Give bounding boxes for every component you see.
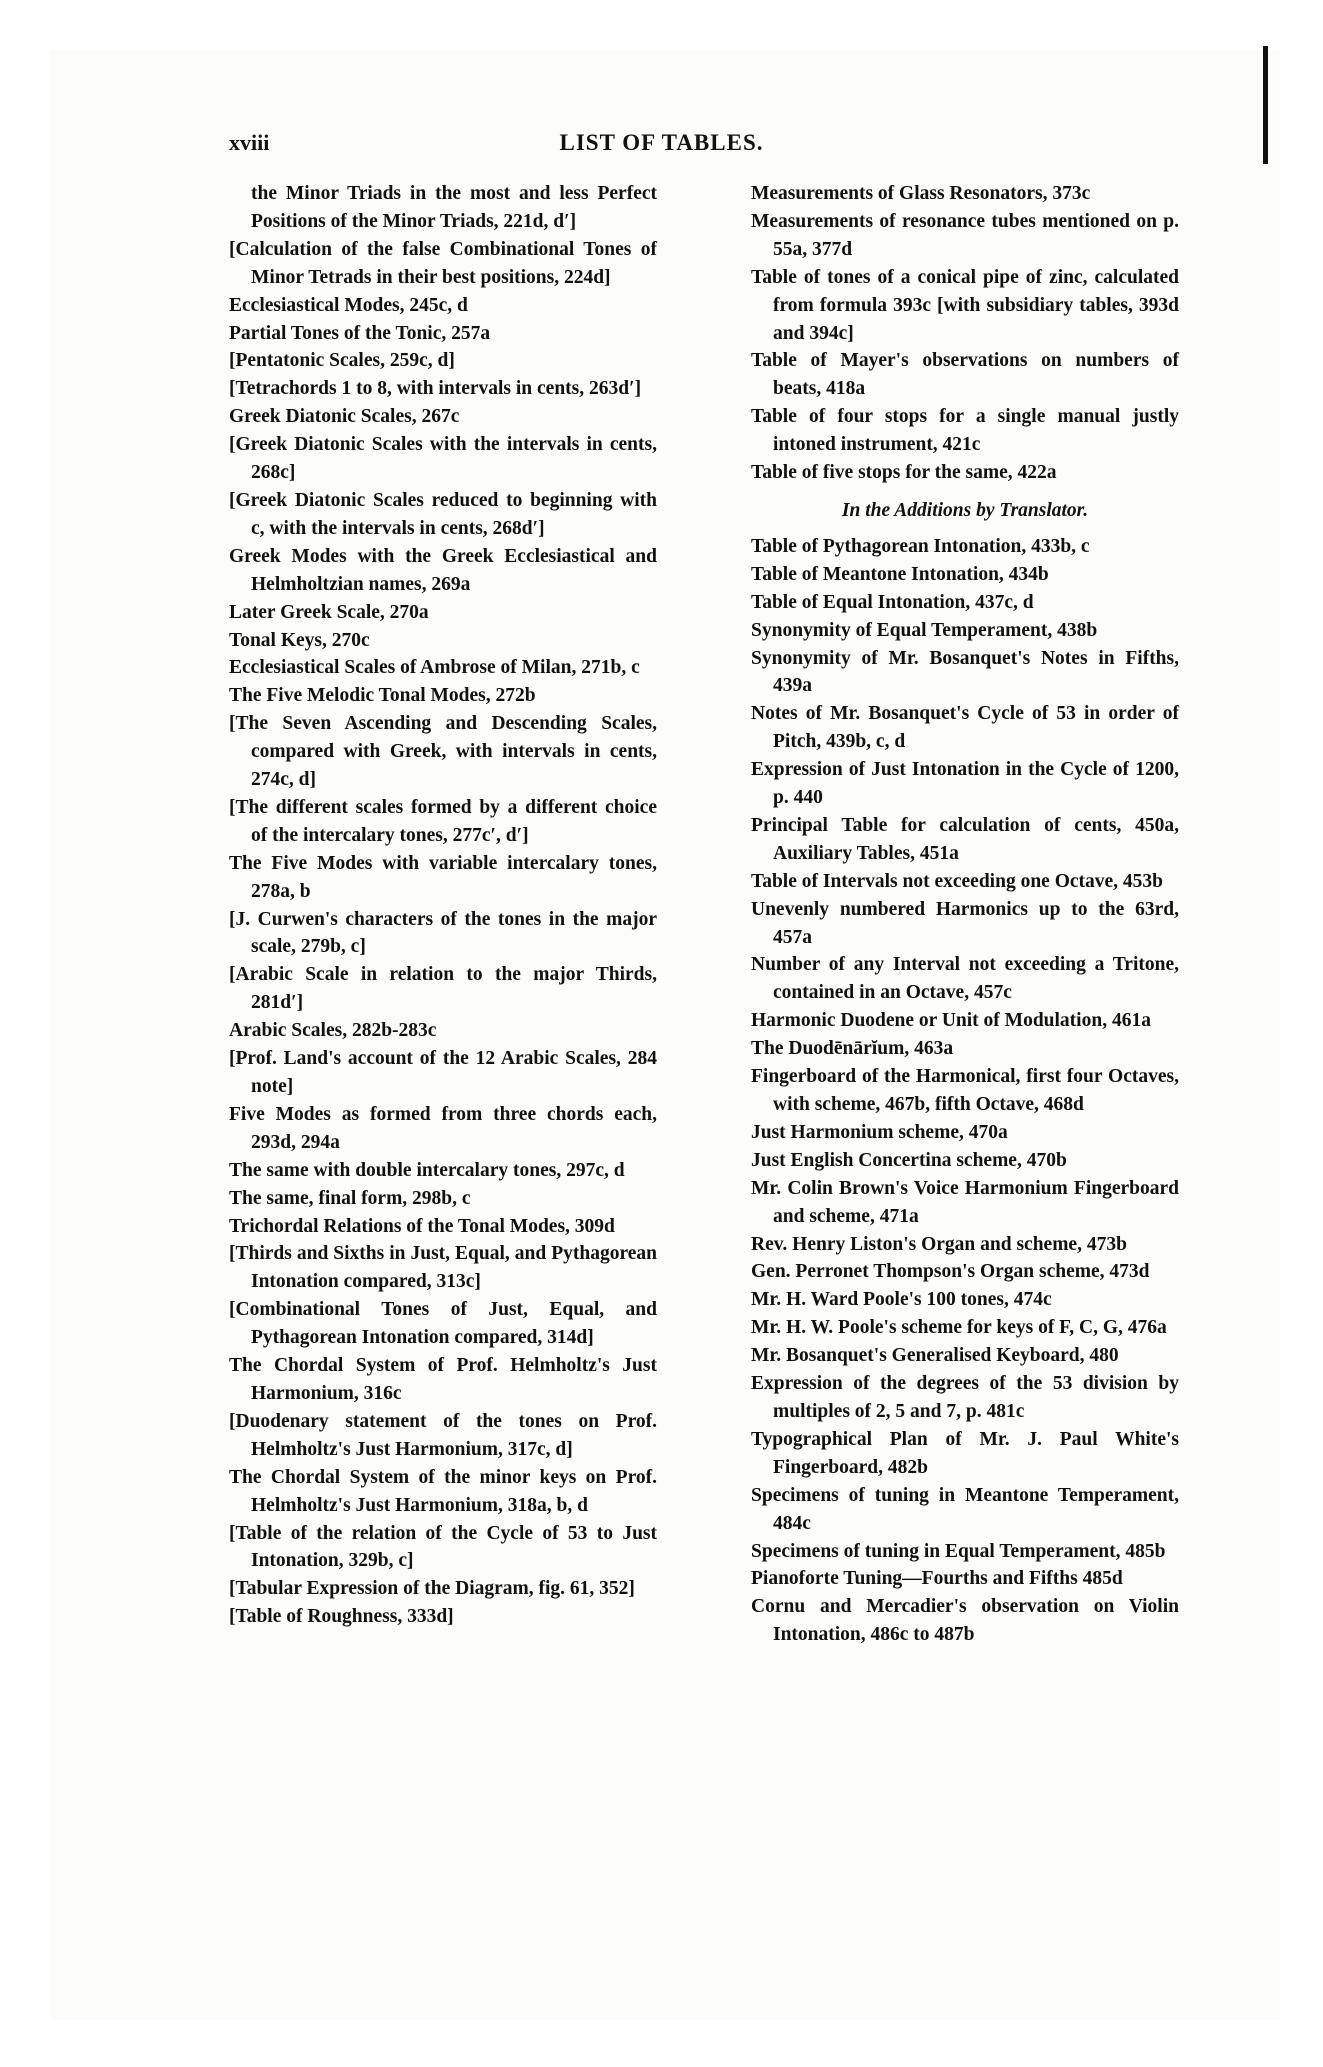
table-entry: Ecclesiastical Scales of Ambrose of Milan, 271b, c xyxy=(229,657,640,679)
table-entry: Greek Diatonic Scales, 267c xyxy=(229,406,460,428)
left-column xyxy=(229,180,657,1631)
table-entry: Table of Intervals not exceeding one Octave, 453b xyxy=(751,870,1164,892)
table-entry: [Pentatonic Scales, 259c, d] xyxy=(229,350,455,372)
table-entry: [Calculation of the false Combinational Tones of Minor Tetrads in their best positions, 224d] xyxy=(229,238,657,288)
table-entry: Pianoforte Tuning—Fourths and Fifths 485d xyxy=(751,1568,1123,1590)
table-entry: Mr. H. W. Poole's scheme for keys of F, C, G, 476a xyxy=(751,1317,1167,1339)
table-entry: Number of any Interval not exceeding a Tritone, contained in an Octave, 457c xyxy=(751,954,1179,1004)
table-entry: Ecclesiastical Modes, 245c, d xyxy=(229,294,468,316)
table-entry: Five Modes as formed from three chords each, 293d, 294a xyxy=(229,1103,657,1153)
table-entry: [Thirds and Sixths in Just, Equal, and Pythagorean Intonation compared, 313c] xyxy=(229,1243,657,1293)
table-entry: Typographical Plan of Mr. J. Paul White's Fingerboard, 482b xyxy=(751,1428,1179,1478)
table-entry: Principal Table for calculation of cents, 450a, Auxiliary Tables, 451a xyxy=(751,814,1179,864)
table-entry: Specimens of tuning in Meantone Temperament, 484c xyxy=(751,1484,1179,1534)
table-entry: [The different scales formed by a different choice of the intercalary tones, 277c′, d′] xyxy=(229,796,657,846)
table-entry: Table of Mayer's observations on numbers of beats, 418a xyxy=(751,350,1179,400)
additions-heading: In the Additions by Translator. xyxy=(841,499,1089,521)
table-entry: The same, final form, 298b, c xyxy=(229,1187,471,1209)
table-entry: The Chordal System of Prof. Helmholtz's Just Harmonium, 316c xyxy=(229,1355,657,1404)
table-entry: [Greek Diatonic Scales with the intervals in cents, 268c] xyxy=(229,434,657,484)
tables-list xyxy=(751,180,1179,487)
table-entry: Table of tones of a conical pipe of zinc, calculated from formula 393c [with subsidiary tables, 393d and 394c] xyxy=(751,266,1179,344)
table-entry: [Duodenary statement of the tones on Prof. Helmholtz's Just Harmonium, 317c, d] xyxy=(229,1410,657,1460)
table-entry: Synonymity of Mr. Bosanquet's Notes in Fifths, 439a xyxy=(751,647,1179,697)
table-entry: [Tetrachords 1 to 8, with intervals in cents, 263d′] xyxy=(229,378,642,400)
table-entry: Synonymity of Equal Temperament, 438b xyxy=(751,619,1098,641)
table-entry: the Minor Triads in the most and less Perfect Positions of the Minor Triads, 221d, d′] xyxy=(251,183,657,232)
table-entry: Specimens of tuning in Equal Temperament, 485b xyxy=(751,1540,1166,1562)
table-entry: Expression of Just Intonation in the Cycle of 1200, p. 440 xyxy=(751,759,1179,809)
table-entry: Mr. H. Ward Poole's 100 tones, 474c xyxy=(751,1289,1052,1311)
table-entry: Gen. Perronet Thompson's Organ scheme, 473d xyxy=(751,1261,1150,1283)
table-entry: Just Harmonium scheme, 470a xyxy=(751,1121,1008,1143)
table-entry: Measurements of resonance tubes mentioned on p. 55a, 377d xyxy=(751,210,1179,260)
table-entry: Greek Modes with the Greek Ecclesiastical and Helmholtzian names, 269a xyxy=(229,545,657,595)
table-entry: The Five Modes with variable intercalary tones, 278a, b xyxy=(229,852,657,902)
table-entry: The Chordal System of the minor keys on Prof. Helmholtz's Just Harmonium, 318a, b, d xyxy=(229,1466,657,1516)
table-entry: Just English Concertina scheme, 470b xyxy=(751,1149,1067,1171)
table-entry: [Arabic Scale in relation to the major Thirds, 281d′] xyxy=(229,964,657,1014)
table-entry: Mr. Colin Brown's Voice Harmonium Fingerboard and scheme, 471a xyxy=(751,1177,1179,1227)
table-entry: Table of four stops for a single manual justly intoned instrument, 421c xyxy=(751,406,1179,456)
table-entry: [The Seven Ascending and Descending Scales, compared with Greek, with intervals in cents, 274c, d] xyxy=(229,713,657,791)
table-entry: Later Greek Scale, 270a xyxy=(229,601,429,623)
table-entry: Cornu and Mercadier's observation on Violin Intonation, 486c to 487b xyxy=(751,1596,1179,1646)
page-number: xviii xyxy=(229,130,270,155)
table-entry: The Five Melodic Tonal Modes, 272b xyxy=(229,685,536,707)
table-entry: Fingerboard of the Harmonical, first four Octaves, with scheme, 467b, fifth Octave, 468d xyxy=(751,1066,1179,1115)
additions-list xyxy=(751,533,1179,1649)
table-entry: Table of Pythagorean Intonation, 433b, c xyxy=(751,535,1090,557)
running-title: LIST OF TABLES. xyxy=(559,130,764,155)
table-entry: [J. Curwen's characters of the tones in the major scale, 279b, c] xyxy=(229,908,657,958)
table-entry: Harmonic Duodene or Unit of Modulation, 461a xyxy=(751,1010,1151,1032)
table-entry: Mr. Bosanquet's Generalised Keyboard, 480 xyxy=(751,1345,1119,1367)
table-entry: The Duodēnārĭum, 463a xyxy=(751,1038,954,1060)
table-entry: Notes of Mr. Bosanquet's Cycle of 53 in order of Pitch, 439b, c, d xyxy=(751,703,1179,753)
table-entry: [Table of the relation of the Cycle of 53 to Just Intonation, 329b, c] xyxy=(229,1522,657,1572)
table-entry: The same with double intercalary tones, 297c, d xyxy=(229,1159,625,1181)
table-entry: Table of five stops for the same, 422a xyxy=(751,462,1057,484)
right-column xyxy=(751,180,1179,1649)
table-entry: [Table of Roughness, 333d] xyxy=(229,1606,454,1628)
table-entry: [Combinational Tones of Just, Equal, and Pythagorean Intonation compared, 314d] xyxy=(229,1299,657,1349)
table-entry: Arabic Scales, 282b-283c xyxy=(229,1020,437,1042)
table-entry: Rev. Henry Liston's Organ and scheme, 473b xyxy=(751,1233,1127,1255)
table-entry: Table of Meantone Intonation, 434b xyxy=(751,563,1049,585)
table-entry: [Greek Diatonic Scales reduced to beginning with c, with the intervals in cents, 268d′] xyxy=(229,489,657,539)
table-entry: Expression of the degrees of the 53 division by multiples of 2, 5 and 7, p. 481c xyxy=(751,1373,1179,1422)
table-entry: [Tabular Expression of the Diagram, fig. 61, 352] xyxy=(229,1578,635,1600)
table-entry: Trichordal Relations of the Tonal Modes, 309d xyxy=(229,1215,615,1237)
table-entry: Measurements of Glass Resonators, 373c xyxy=(751,183,1091,204)
table-entry: Partial Tones of the Tonic, 257a xyxy=(229,322,491,344)
table-entry: Unevenly numbered Harmonics up to the 63rd, 457a xyxy=(751,898,1179,948)
table-entry: Table of Equal Intonation, 437c, d xyxy=(751,591,1034,613)
table-entry: Tonal Keys, 270c xyxy=(229,629,370,651)
table-entry: [Prof. Land's account of the 12 Arabic Scales, 284 note] xyxy=(229,1048,657,1097)
